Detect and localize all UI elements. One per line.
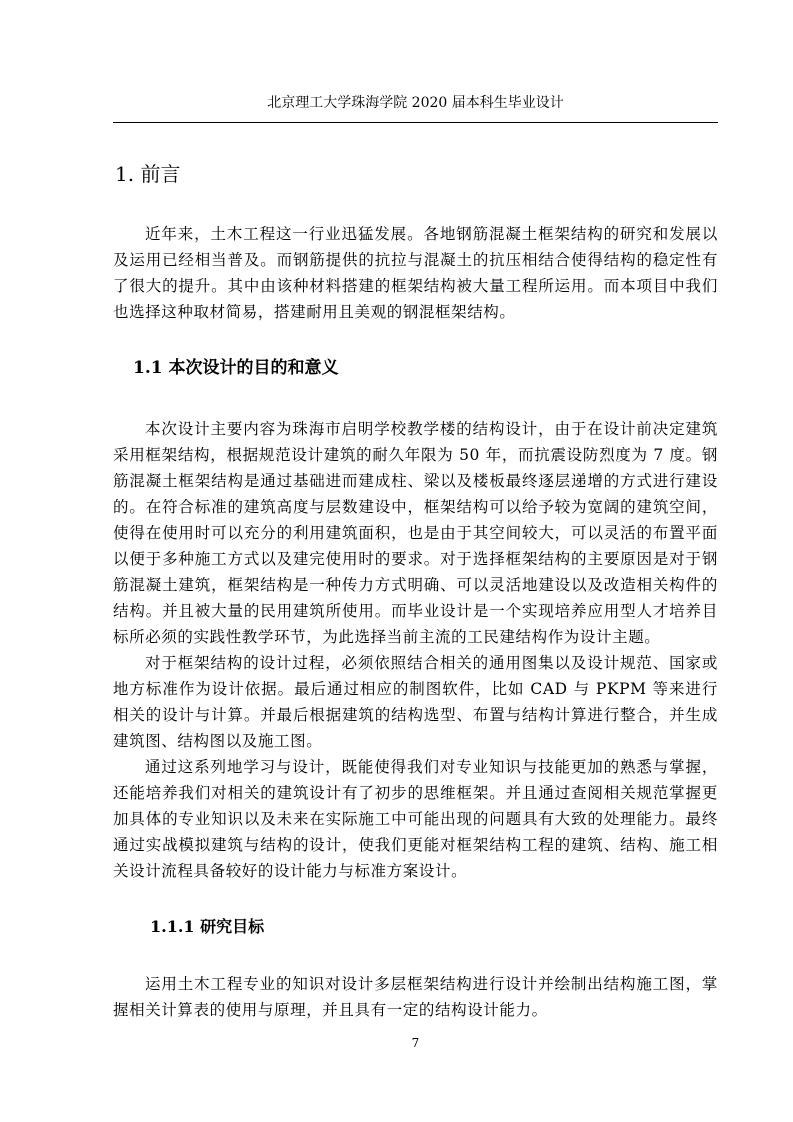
section-heading-1-1-1: 1.1.1 研究目标: [150, 917, 265, 936]
section-1-1-body: [113, 416, 718, 884]
section-1-1-1-body: [113, 971, 718, 1023]
section-heading-1: 1. 前言: [115, 162, 181, 186]
section-1-body: [113, 221, 718, 325]
section-heading-1-1: 1.1 本次设计的目的和意义: [133, 358, 339, 378]
paragraph-learning: 通过这系列地学习与设计，既能使得我们对专业知识与技能更加的熟悉与掌握，还能培养我们对相关的建筑设计有了初步的思维框架。并且通过查阅相关规范掌握更加具体的专业知识以及未来在实际施工中可能出现的问题具有大致的处理能力。最终通过实战模拟建筑与结构的设计，使我们更能对框架结构工程的建筑、结构、施工相关设计流程具备较好的设计能力与标准方案设计。: [113, 758, 718, 880]
paragraph-design-process: 对于框架结构的设计过程，必须依照结合相关的通用图集以及设计规范、国家或地方标准作为设计依据。最后通过相应的制图软件，比如 CAD 与 PKPM 等来进行相关的设计与计算。并最后根据建筑的结构选型、布置与结构计算进行整合，并生成建筑图、结构图以及施工图。: [113, 654, 718, 750]
paragraph-purpose: 本次设计主要内容为珠海市启明学校教学楼的结构设计，由于在设计前决定建筑采用框架结构，根据规范设计建筑的耐久年限为 50 年，而抗震设防烈度为 7 度。钢筋混凝土框架结构是通过基础进而建成柱、梁以及楼板最终逐层递增的方式进行建设的。在符合标准的建筑高度与层数建设中，框架结构可以给予较为宽阔的建筑空间，使得在使用时可以充分的利用建筑面积，也是由于其空间较大，可以灵活的布置平面以便于多种施工方式以及建完使用时的要求。对于选择框架结构的主要原因是对于钢筋混凝土建筑，框架结构是一种传力方式明确、可以灵活地建设以及改造相关构件的结构。并且被大量的民用建筑所使用。而毕业设计是一个实现培养应用型人才培养目标所必须的实践性教学环节，为此选择当前主流的工民建结构作为设计主题。: [113, 420, 718, 646]
header-rule: [113, 122, 718, 123]
page-header: 北京理工大学珠海学院 2020 届本科生毕业设计: [267, 95, 564, 111]
page-number: 7: [411, 1036, 420, 1050]
paragraph-intro: 近年来，土木工程这一行业迅猛发展。各地钢筋混凝土框架结构的研究和发展以及运用已经相当普及。而钢筋提供的抗拉与混凝土的抗压相结合使得结构的稳定性有了很大的提升。其中由该种材料搭建的框架结构被大量工程所运用。而本项目中我们也选择这种取材简易，搭建耐用且美观的钢混框架结构。: [113, 225, 718, 321]
paragraph-research-goal: 运用土木工程专业的知识对设计多层框架结构进行设计并绘制出结构施工图，掌握相关计算表的使用与原理，并且具有一定的结构设计能力。: [113, 975, 718, 1019]
